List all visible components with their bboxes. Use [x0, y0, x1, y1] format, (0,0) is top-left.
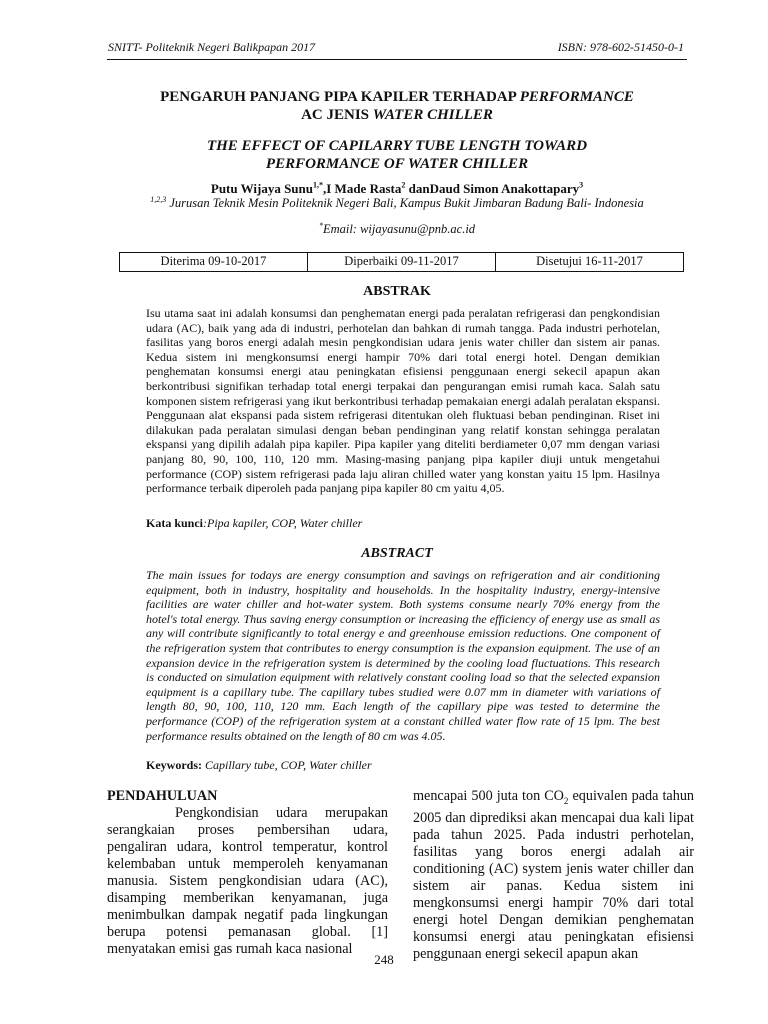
paper-title-english	[107, 137, 687, 173]
submission-dates-table	[119, 252, 684, 272]
affiliation-sup: 1,2,3	[150, 194, 167, 204]
date-received: Diterima 09-10-2017	[120, 253, 308, 272]
author-3: danDaud Simon Anakottapary	[405, 181, 580, 196]
author-2: ,I Made Rasta	[323, 181, 402, 196]
header-divider	[107, 59, 687, 60]
abstrak-heading: ABSTRAK	[363, 284, 431, 299]
abstract-body: The main issues for todays are energy consumption and savings on refrigeration and air conditioning equipment, both in industry, hospitality and households. In the hospitality industry, energy-intensive facilities are water chiller and hot-water system. Both systems consume nearly 70% energy from the hotel's total energy. Thus saving energy consumption or increasing the efficiency of energy use as small as any will contribute significantly to total energy e and greenhouse emission reductions. One component of the refrigeration system that contributes to energy consumption is the expansion equipment. The use of an expansion device in the refrigeration system is determined by the cooling load fluctuations. This research is conducted on simulation equipment with relatively constant cooling load so that the selected expansion equipment is a capillary tube. The capillary tubes studied were 0.07 mm in diameter with variations of length 80, 90, 100, 110, 120 mm. Each length of the capillary pipe was tested to determine the performance (COP) of the refrigeration system at a constant chilled water flow rate of 15 lpm. The best performance results obtained on the length of 80 cm was 4.05.	[146, 568, 660, 743]
right-text-before: mencapai 500 juta ton CO	[413, 788, 564, 804]
author-list	[107, 181, 687, 197]
keywords-values: Capillary tube, COP, Water chiller	[202, 758, 372, 772]
page-number: 248	[374, 952, 394, 967]
author-1: Putu Wijaya Sunu	[210, 181, 313, 196]
dates-row	[120, 253, 684, 272]
abstract-heading: ABSTRACT	[361, 546, 433, 561]
email-text[interactable]: Email: wijayasunu@pnb.ac.id	[322, 222, 476, 236]
affiliation-text: Jurusan Teknik Mesin Politeknik Negeri Bali, Kampus Bukit Jimbaran Badung Bali- Indonesia	[169, 196, 644, 210]
co2-subscript: 2	[563, 795, 569, 806]
right-text-after: equivalen pada tahun 2005 dan diprediksi akan mencapai dua kali lipat pada tahun 2025. Pada industri perhotelan, fasilitas yang boros energi adalah air conditioning (AC) system jenis water chiller dan sistem air panas. Kedua sistem ini mengkonsumsi energi hampir 70% dari total energi hotel Dengan demikian penghematan konsumsi energi atau peningkatan efisiensi penggunaan energi sekecil apapun akan	[413, 788, 695, 962]
pendahuluan-heading: PENDAHULUAN	[107, 788, 218, 804]
title-line1-italic: PERFORMANCE	[519, 89, 634, 105]
date-revised: Diperbaiki 09-11-2017	[308, 253, 496, 272]
title-line1-text: PENGARUH PANJANG PIPA KAPILER TERHADAP	[160, 89, 520, 105]
title-line2-italic: WATER CHILLER	[372, 107, 493, 123]
keywords-label: Keywords:	[146, 758, 202, 772]
title-en-line2: PERFORMANCE OF WATER CHILLER	[265, 156, 529, 172]
title-line2-text: AC JENIS	[301, 107, 373, 123]
date-approved: Disetujui 16-11-2017	[496, 253, 684, 272]
kata-kunci-values: :Pipa kapiler, COP, Water chiller	[203, 516, 363, 530]
email-sup: *	[318, 220, 323, 230]
running-header-conference: SNITT- Politeknik Negeri Balikpapan 2017	[108, 40, 316, 54]
kata-kunci	[146, 516, 362, 531]
kata-kunci-label: Kata kunci	[146, 516, 204, 530]
author-3-sup: 3	[579, 180, 584, 190]
pendahuluan-paragraph-left: Pengkondisian udara merupakan serangkaian proses pembersihan udara, pengaliran udara, kontrol temperatur, kontrol kelembaban untuk memperoleh kenyamanan manusia. Sistem pengkondisian udara (AC), disamping memberikan kenyamanan, juga menimbulkan dampak negatif pada lingkungan berupa potensi pemanasan global. [1] menyatakan emisi gas rumah kaca nasional	[107, 805, 388, 957]
running-header-isbn: ISBN: 978-602-51450-0-1	[557, 40, 684, 54]
author-2-sup: 2	[401, 180, 406, 190]
title-en-line1: THE EFFECT OF CAPILARRY TUBE LENGTH TOWARD	[206, 138, 588, 154]
affiliation	[107, 196, 687, 211]
author-1-sup: 1,*	[313, 180, 323, 190]
paper-title	[107, 88, 687, 124]
keywords	[146, 758, 372, 773]
body-column-left	[107, 788, 388, 958]
pendahuluan-paragraph-right	[413, 788, 694, 963]
corresponding-email	[107, 222, 687, 237]
body-column-right	[413, 788, 694, 963]
abstrak-body: Isu utama saat ini adalah konsumsi dan penghematan energi pada peralatan refrigerasi dan pengkondisian udara (AC), baik yang ada di industri, perhotelan dan bahkan di rumah tangga. Pada industri perhotelan, fasilitas yang boros energi adalah mesin pengkondisian udara jenis water chiller dan sistem air panas. Kedua sistem ini mengkonsumsi energi hampir 70% dari total energi hotel. Dengan demikian penghematan konsumsi energi atau peningkatan efisiensi penggunaan energi sekecil apapun akan berkontribusi signifikan terhadap total energi terpakai dan pengurangan emisi rumah kaca. Salah satu komponen sistem refrigerasi yang ikut berkontribusi terhadap pemakaian energi adalah peralatan ekspansi. Penggunaan alat ekspansi pada sistem refrigerasi ditentukan oleh fluktuasi beban pendinginan. Riset ini dilakukan pada peralatan simulasi dengan beban pendinginan yang relatif konstan sehingga peralatan ekspansi yang dipilih adalah pipa kapiler. Pipa kapiler yang diteliti berdiameter 0,07 mm dengan variasi panjang 80, 90, 100, 110, 120 mm. Masing-masing panjang pipa kapiler diuji untuk mengetahui performance (COP) sistem refrigerasi pada laju aliran chilled water yang konstan yaitu 15 lpm. Hasilnya performance terbaik diperoleh pada panjang pipa kapiler 80 cm yaitu 4,05.	[146, 306, 660, 496]
